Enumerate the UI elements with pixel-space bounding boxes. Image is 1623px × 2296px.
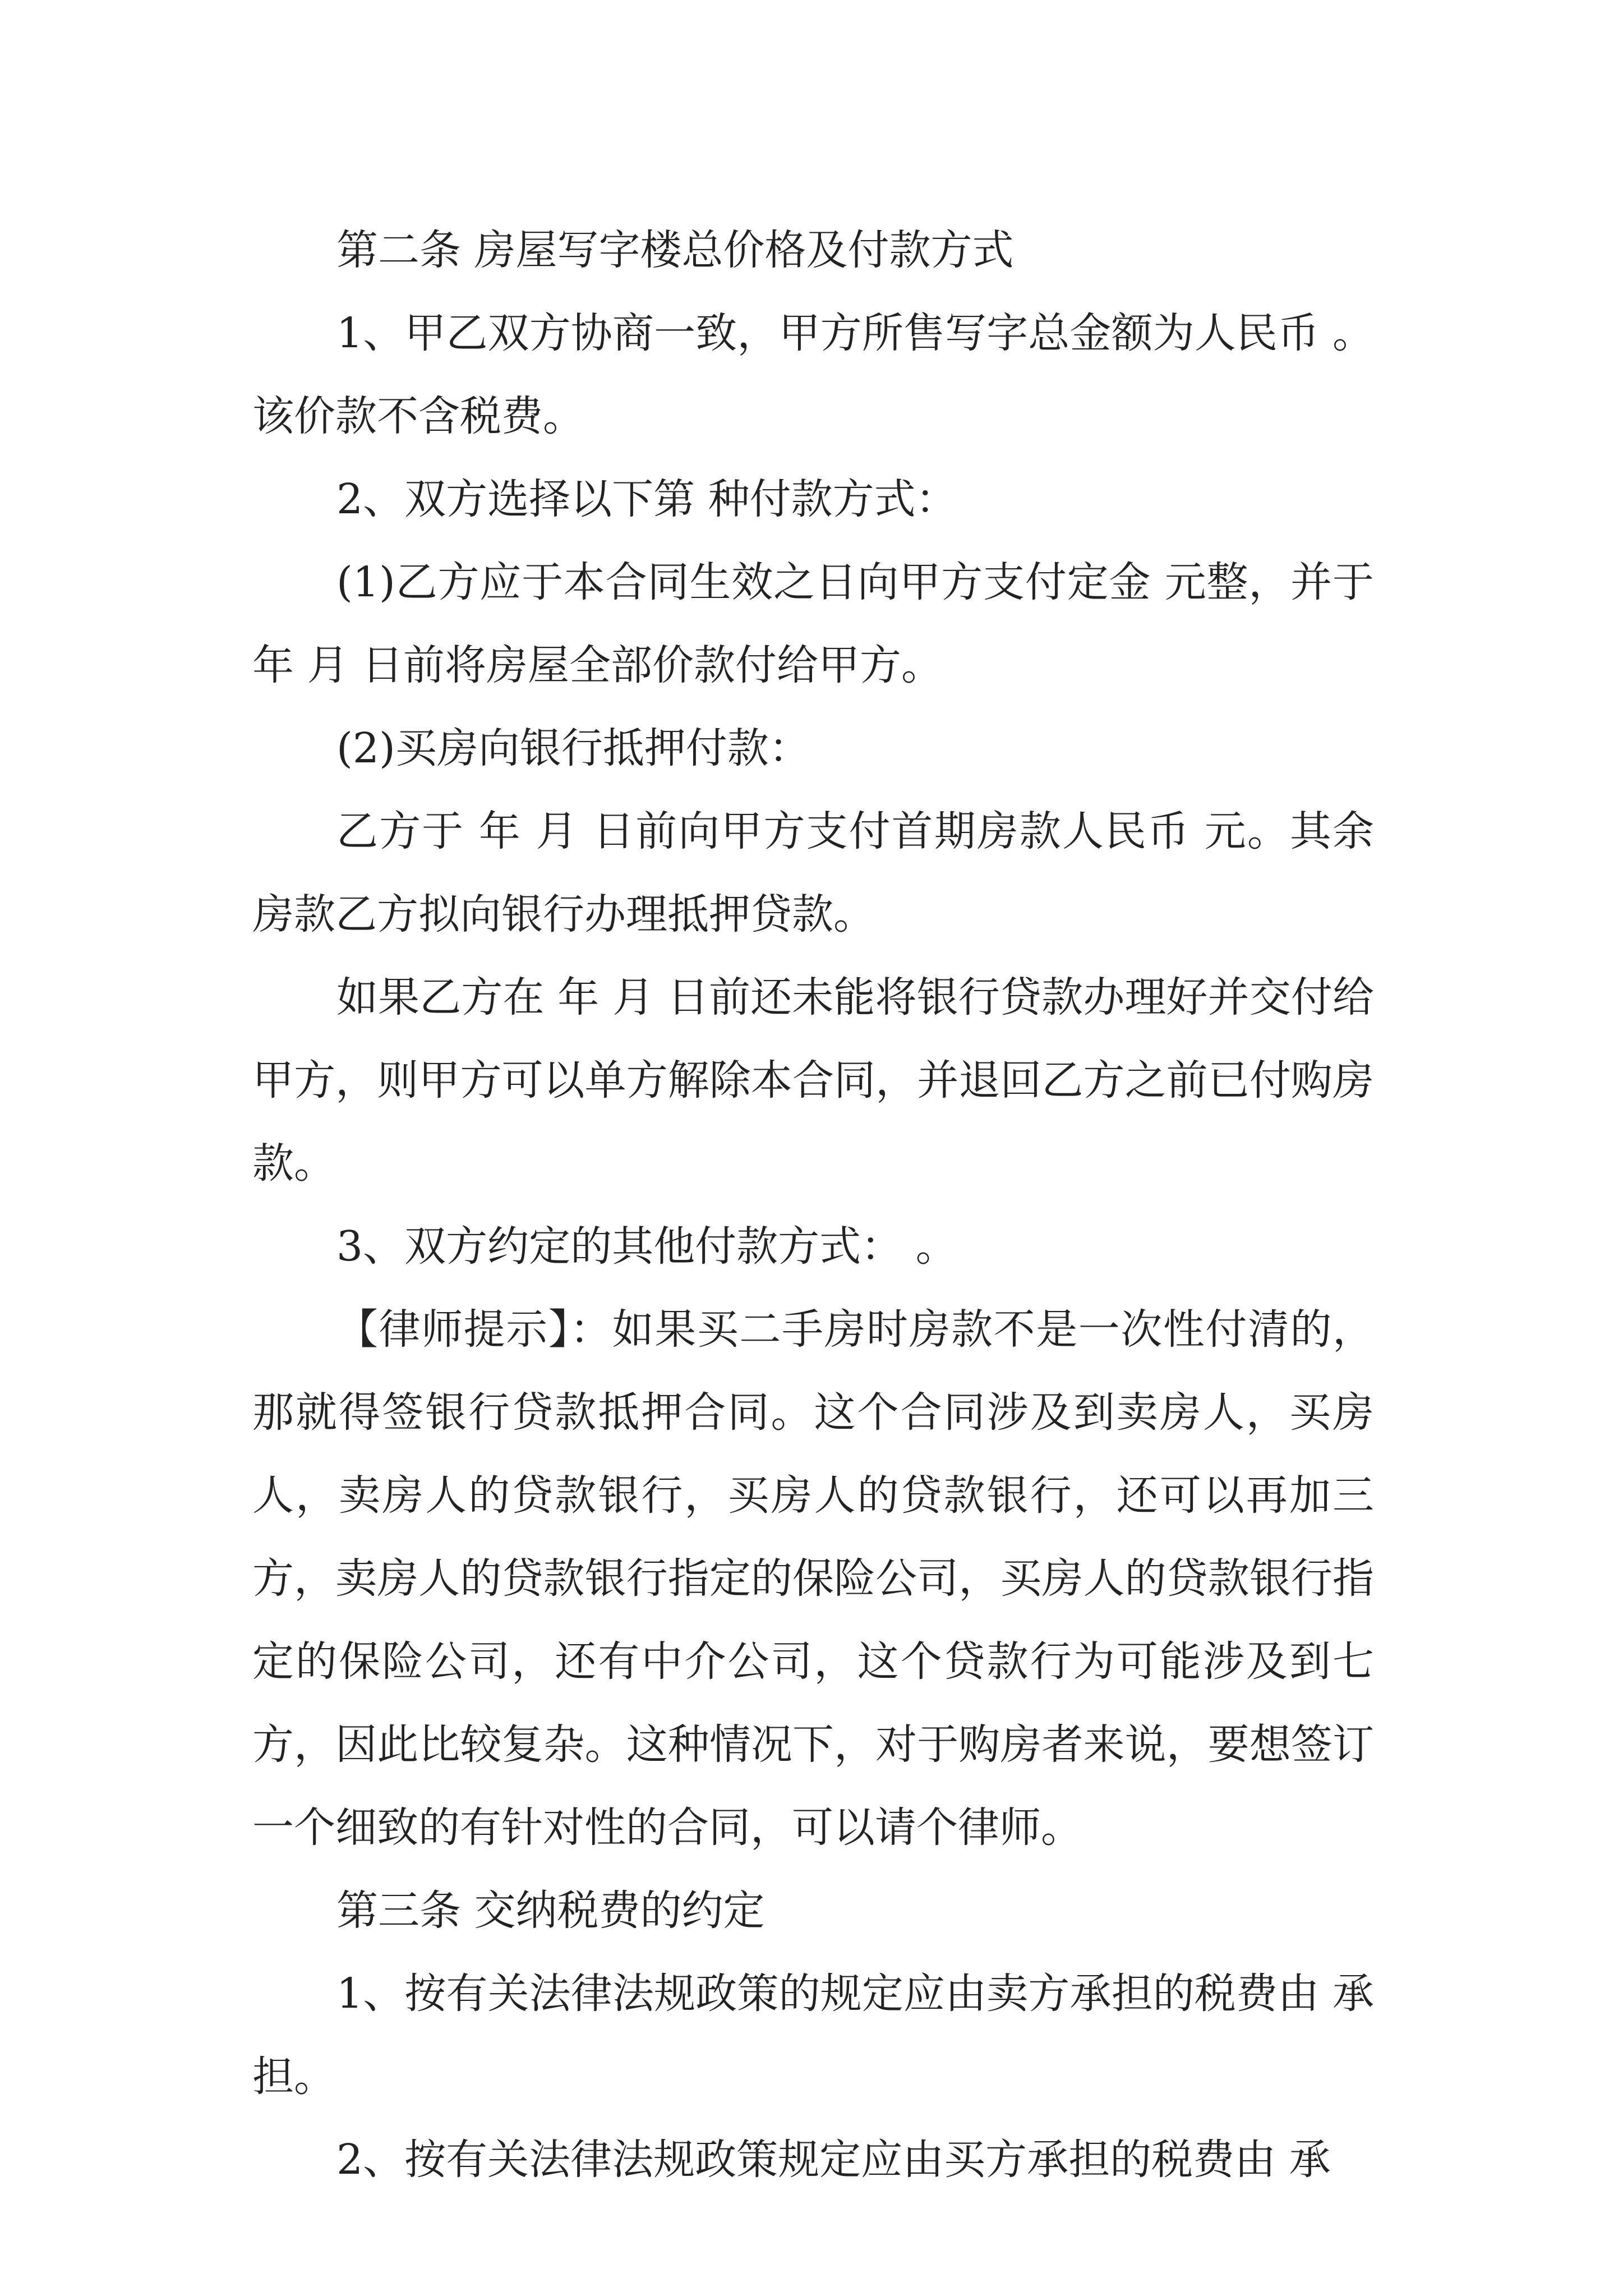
article-2-heading: 第二条 房屋写字楼总价格及付款方式 (336, 226, 1014, 274)
option-2-down-payment: 乙方于 年 月 日前向甲方支付首期房款人民币 元。其余房款乙方拟向银行办理抵押贷款。 (252, 807, 1374, 938)
clause-3-1-seller-taxes: 1、按有关法律法规政策的规定应由卖方承担的税费由 承担。 (252, 1970, 1374, 2101)
contract-body (252, 209, 1374, 2201)
article-3-heading: 第三条 交纳税费的约定 (336, 1887, 765, 1935)
clause-3-2-buyer-taxes: 2、按有关法律法规政策规定应由买方承担的税费由 承 (336, 2136, 1331, 2184)
option-2-mortgage-heading: (2)买房向银行抵押付款： (336, 724, 810, 772)
option-1-full-payment: (1)乙方应于本合同生效之日向甲方支付定金 元整，并于 年 月 日前将房屋全部价款付给甲方。 (252, 558, 1374, 689)
option-2-termination: 如果乙方在 年 月 日前还未能将银行贷款办理好并交付给甲方，则甲方可以单方解除本合同，并退回乙方之前已付购房款。 (252, 973, 1374, 1188)
clause-2-2-payment-choice: 2、双方选择以下第 种付款方式： (336, 475, 957, 523)
clause-2-3-other-payment: 3、双方约定的其他付款方式： 。 (336, 1222, 957, 1271)
lawyer-tip: 【律师提示】：如果买二手房时房款不是一次性付清的，那就得签银行贷款抵押合同。这个合同涉及到卖房人，买房人，卖房人的贷款银行，买房人的贷款银行，还可以再加三方，卖房人的贷款银行指定的保险公司，买房人的贷款银行指定的保险公司，还有中介公司，这个贷款行为可能涉及到七方，因此比较复杂。这种情况下，对于购房者来说，要想签订一个细致的有针对性的合同，可以请个律师。 (252, 1305, 1374, 1852)
clause-2-1-total-price: 1、甲乙双方协商一致，甲方所售写字总金额为人民币 。该价款不含税费。 (252, 309, 1374, 440)
